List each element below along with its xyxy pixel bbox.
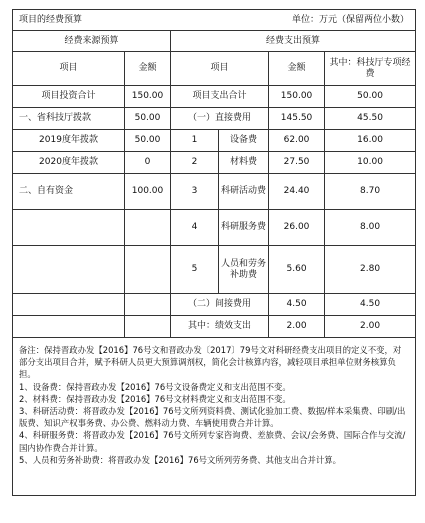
- unit-label: 单位：万元（保留两位小数）: [219, 10, 416, 31]
- source-item-empty: [13, 316, 125, 338]
- expense-amount: 27.50: [269, 152, 325, 174]
- source-budget-header: 经费来源预算: [13, 31, 171, 52]
- table-row: [13, 316, 416, 338]
- table-row: [13, 108, 416, 130]
- source-amount-empty: [125, 246, 171, 294]
- expense-no: 3: [171, 174, 219, 210]
- expense-item: （二）间接费用: [171, 294, 269, 316]
- source-item: 项目投资合计: [13, 86, 125, 108]
- note-item: 2、材料费：保持晋政办发【2016】76号文材料费定义和支出范围不变。: [19, 393, 291, 404]
- note-item: 5、人员和劳务补助费：将晋政办发【2016】76号文所列劳务费、其他支出合并计算。: [19, 454, 342, 465]
- col-source-item: 项目: [13, 52, 125, 86]
- source-amount: 0: [125, 152, 171, 174]
- dept-amount: 2.00: [325, 316, 416, 338]
- source-item: 2019度年拨款: [13, 130, 125, 152]
- source-item-empty: [13, 246, 125, 294]
- expense-name: 科研服务费: [219, 210, 269, 246]
- dept-amount: 8.00: [325, 210, 416, 246]
- expense-amount: 145.50: [269, 108, 325, 130]
- expense-budget-header: 经费支出预算: [171, 31, 416, 52]
- notes-block: [13, 338, 416, 496]
- col-expense-amount: 金额: [269, 52, 325, 86]
- expense-name: 科研活动费: [219, 174, 269, 210]
- expense-no: 5: [171, 246, 219, 294]
- expense-no: 1: [171, 130, 219, 152]
- dept-amount: 50.00: [325, 86, 416, 108]
- dept-amount: 2.80: [325, 246, 416, 294]
- expense-name: 人员和劳务补助费: [219, 246, 269, 294]
- note-item: 3、科研活动费：将晋政办发【2016】76号文所列资料费、测试化验加工费、数据/样本采集费、印刷/出版费、知识产权事务费、办公费、燃料动力费、车辆使用费合并计算。: [19, 406, 406, 429]
- expense-amount: 4.50: [269, 294, 325, 316]
- table-row: [13, 294, 416, 316]
- expense-amount: 2.00: [269, 316, 325, 338]
- col-dept-fund: 其中：科技厅专项经费: [325, 52, 416, 86]
- dept-amount: 16.00: [325, 130, 416, 152]
- source-amount-empty: [125, 210, 171, 246]
- source-amount: 100.00: [125, 174, 171, 210]
- expense-name: 材料费: [219, 152, 269, 174]
- expense-item: （一）直接费用: [171, 108, 269, 130]
- source-item: 2020度年拨款: [13, 152, 125, 174]
- expense-amount: 150.00: [269, 86, 325, 108]
- col-source-amount: 金额: [125, 52, 171, 86]
- dept-amount: 4.50: [325, 294, 416, 316]
- expense-amount: 5.60: [269, 246, 325, 294]
- note-item: 1、设备费：保持晋政办发【2016】76号文设备费定义和支出范围不变。: [19, 381, 291, 392]
- source-amount-empty: [125, 316, 171, 338]
- table-row: [13, 246, 416, 294]
- table-title: 项目的经费预算: [13, 10, 219, 31]
- source-amount-empty: [125, 294, 171, 316]
- source-item-empty: [13, 210, 125, 246]
- source-item: 一、省科技厅拨款: [13, 108, 125, 130]
- budget-table: [12, 9, 416, 496]
- col-expense-item: 项目: [171, 52, 269, 86]
- table-row: [13, 86, 416, 108]
- note-intro: 备注：保持晋政办发【2016】76号文和晋政办发〔2017〕79号文对科研经费支出项目的定义不变，对部分支出项目合并，赋予科研人员更大预算调剂权，简化会计核算内容，减轻项目承担单位财务核算负担。: [19, 345, 402, 380]
- table-row: [13, 130, 416, 152]
- source-item: 二、自有资金: [13, 174, 125, 210]
- table-row: [13, 210, 416, 246]
- expense-no: 4: [171, 210, 219, 246]
- source-item-empty: [13, 294, 125, 316]
- dept-amount: 8.70: [325, 174, 416, 210]
- note-item: 4、科研服务费：将晋政办发【2016】76号文所列专家咨询费、差旅费、会议/会务费、国际合作与交流/国内协作费合并计算。: [19, 430, 406, 453]
- source-amount: 50.00: [125, 130, 171, 152]
- source-amount: 50.00: [125, 108, 171, 130]
- expense-no: 2: [171, 152, 219, 174]
- dept-amount: 45.50: [325, 108, 416, 130]
- expense-amount: 24.40: [269, 174, 325, 210]
- expense-amount: 62.00: [269, 130, 325, 152]
- expense-item: 项目支出合计: [171, 86, 269, 108]
- dept-amount: 10.00: [325, 152, 416, 174]
- expense-amount: 26.00: [269, 210, 325, 246]
- table-row: [13, 152, 416, 174]
- expense-name: 设备费: [219, 130, 269, 152]
- expense-item: 其中：绩效支出: [171, 316, 269, 338]
- table-row: [13, 174, 416, 210]
- source-amount: 150.00: [125, 86, 171, 108]
